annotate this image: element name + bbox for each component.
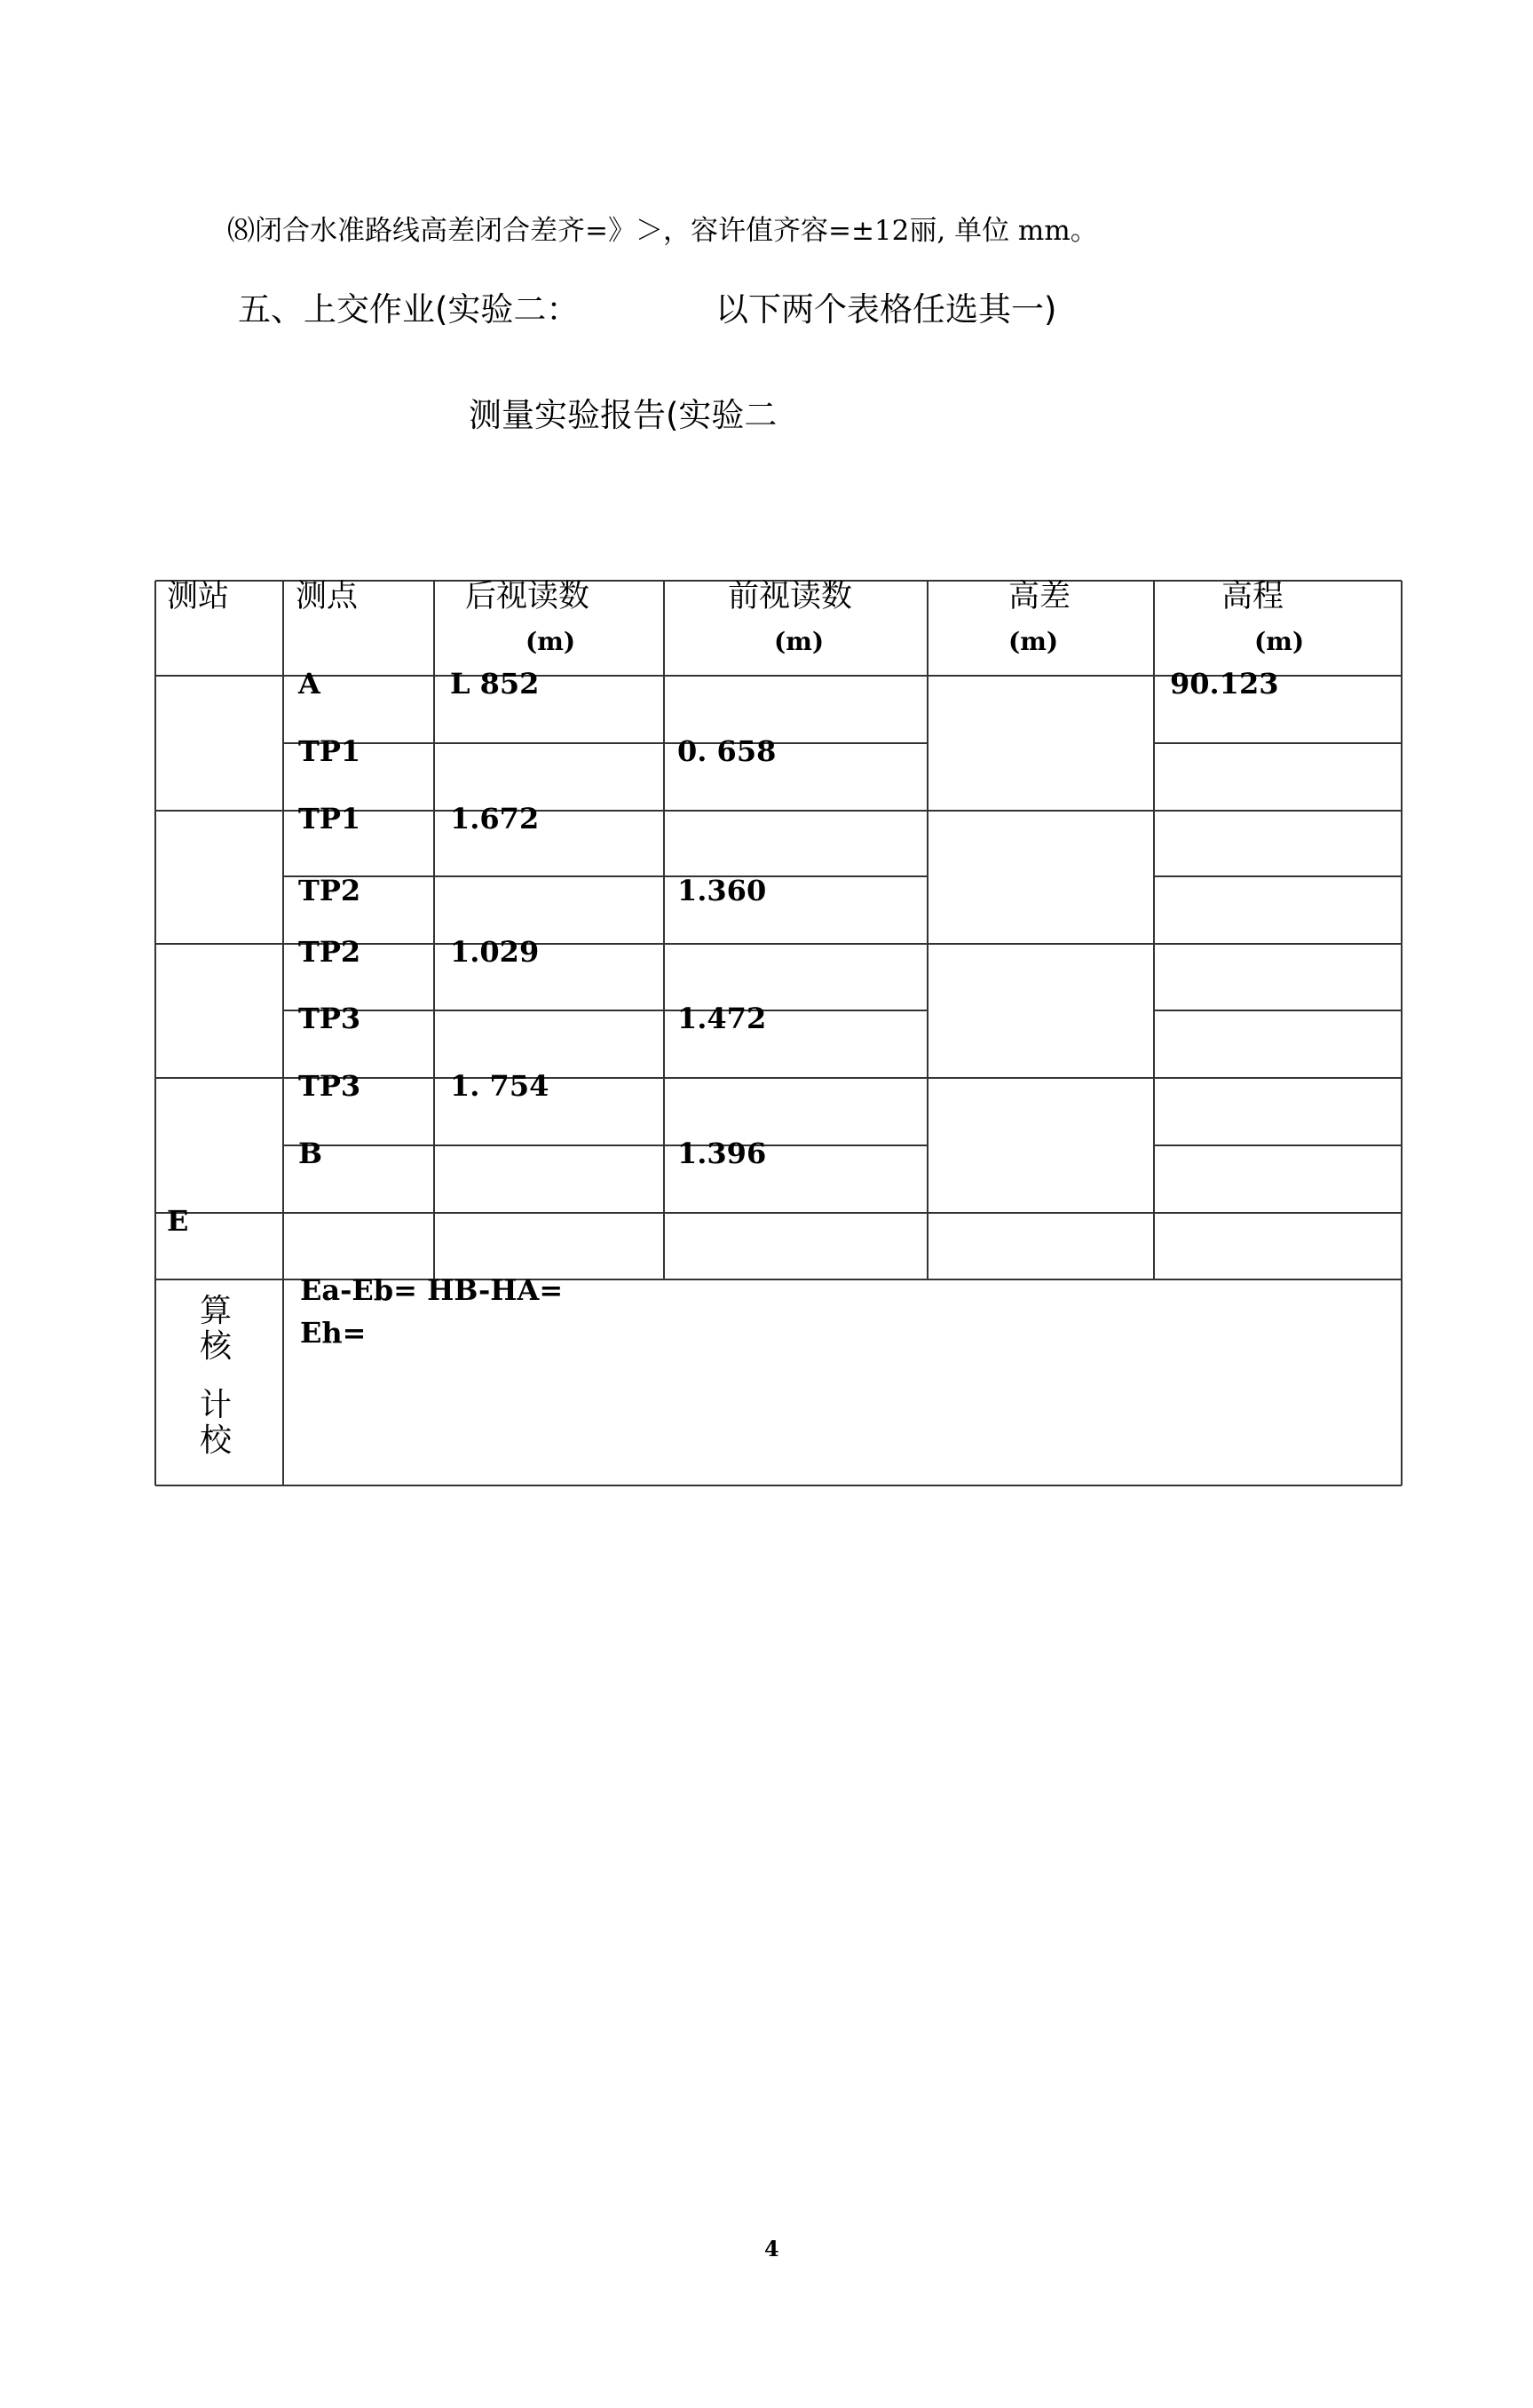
header-foresight: 前视读数 xyxy=(728,579,853,614)
table-cell-backsight: 1.672 xyxy=(450,802,540,836)
table-cell-elevation: 90.123 xyxy=(1170,667,1279,701)
unit-height-diff: (m) xyxy=(1008,627,1059,656)
table-cell-backsight: 1.029 xyxy=(450,935,540,969)
table-cell-point: TP2 xyxy=(298,874,361,907)
page-number: 4 xyxy=(764,2236,779,2261)
check-formula-line2: Eh= xyxy=(300,1316,367,1350)
table-cell-point: TP2 xyxy=(298,935,361,969)
header-station: 测站 xyxy=(167,579,230,614)
check-label-char: 核 xyxy=(200,1328,233,1365)
table-cell-backsight: 1. 754 xyxy=(450,1069,549,1103)
table-cell-point: A xyxy=(298,667,320,701)
check-label-char: 校 xyxy=(200,1422,233,1459)
table-cell-point: TP3 xyxy=(298,1002,361,1035)
header-elevation: 高程 xyxy=(1221,579,1284,614)
report-title: 测量实验报告(实验二 xyxy=(469,396,778,434)
closure-error-note: ⑻闭合水准路线高差闭合差齐=》＞，容许值齐容=±12丽, 单位 mm。 xyxy=(227,215,1098,247)
table-cell-point: TP1 xyxy=(298,734,361,768)
sum-row-label: E xyxy=(167,1204,189,1238)
table-cell-point: TP3 xyxy=(298,1069,361,1103)
check-formula-line1: Ea-Eb= HB-HA= xyxy=(300,1273,564,1307)
check-label-char: 算 xyxy=(200,1293,233,1329)
table-cell-foresight: 1.472 xyxy=(677,1002,767,1035)
unit-elevation: (m) xyxy=(1254,627,1305,656)
header-height-diff: 高差 xyxy=(1008,579,1071,614)
table-cell-foresight: 1.396 xyxy=(677,1137,767,1170)
table-cell-foresight: 0. 658 xyxy=(677,734,777,768)
unit-foresight: (m) xyxy=(774,627,825,656)
section-heading-choice: 以下两个表格任选其一) xyxy=(715,290,1057,329)
table-cell-foresight: 1.360 xyxy=(677,874,767,907)
table-cell-backsight: L 852 xyxy=(450,667,540,701)
check-label-char: 计 xyxy=(200,1387,233,1423)
header-backsight: 后视读数 xyxy=(465,579,590,614)
unit-backsight: (m) xyxy=(525,627,576,656)
header-point: 测点 xyxy=(296,579,359,614)
table-cell-point: B xyxy=(298,1137,323,1170)
section-heading: 五、上交作业(实验二： xyxy=(238,290,580,329)
table-cell-point: TP1 xyxy=(298,802,361,836)
